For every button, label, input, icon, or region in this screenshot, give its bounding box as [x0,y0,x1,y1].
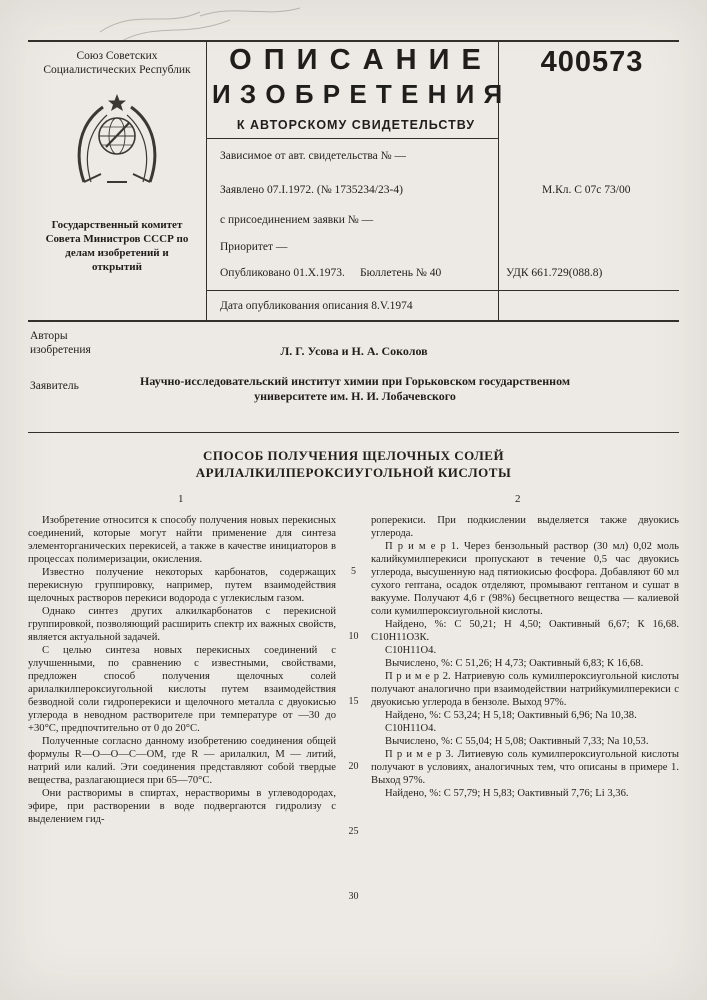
field-publication-date: Дата опубликования описания 8.V.1974 [220,300,413,312]
field-dependent: Зависимое от авт. свидетельства № — [220,150,407,162]
line-number: 15 [348,696,359,707]
paragraph: Найдено, %: С 50,21; Н 4,50; Оактивный 6,67; К 16,68. С10Н11О3К. [371,619,679,643]
paragraph: роперекиси. При подкислении выделяется также двуокись углерода. [371,515,679,539]
paragraph: Найдено, %: С 57,79; Н 5,83; Оактивный 7,76; Li 3,36. [385,788,629,799]
applicant-label: Заявитель [30,380,79,392]
header-divider-left [206,42,207,320]
paragraph: П р и м е р 1. Через бензольный раствор (30 мл) 0,02 моль калийкумилперекиси пропускают в течение 0,5 час двуокись углерода, высушенную над пятиокисью фосфора. Добавляют 60 мл сухого гептана, осадок отделяют, промывают гептаном и сушат в вакууме. Получают 4,6 г (98%) бесцветного вещества — калиевой соли кумилпероксиугольной кислоты. [371,541,679,617]
field-udk: УДК 661.729(088.8) [506,267,603,279]
header-box [28,40,679,322]
patent-number: 400573 [540,46,644,78]
line-number: 20 [348,761,359,772]
line-number-gutter [336,514,371,902]
field-bulletin: Бюллетень № 40 [360,267,442,279]
paragraph: Полученные согласно данному изобретению соединения общей формулы R—О—О—С—ОМ, где R — арилалкил, М — литий, натрий или калий. Эти соединения представляют собой твердые вещества, разлагающиеся при 65—70°С. [28,736,336,786]
invention-title-line1: СПОСОБ ПОЛУЧЕНИЯ ЩЕЛОЧНЫХ СОЛЕЙ [202,448,505,463]
subtitle-underline [206,138,498,139]
union-caption: Союз Советских Социалистических Республик [43,50,191,76]
document-subtitle: К АВТОРСКОМУ СВИДЕТЕЛЬСТВУ [236,118,476,132]
right-column [371,514,679,826]
field-joined: с присоединением заявки № — [220,214,374,226]
fields-divider [206,290,679,291]
authors-label: Авторы изобретения [30,330,91,356]
paragraph: С10Н11О4. [385,645,437,656]
field-priority: Приоритет — [220,241,288,253]
invention-title-line2: АРИЛАЛКИЛПЕРОКСИУГОЛЬНОЙ КИСЛОТЫ [195,465,512,480]
left-column [28,514,336,826]
paragraph: Они растворимы в спиртах, нерастворимы в углеводородах, эфире, при растворении в воде подвергаются гидролизу с выделением гид- [28,788,336,825]
line-number: 10 [348,631,359,642]
paragraph: С целью синтеза новых перекисных соединений с улучшенными, по сравнению с известными, свойствами, предложен способ получения щелочных солей арилалкилпероксиугольной кислоты путем взаимодействия безводной соли гидроперекиси и щелочного металла с двуокисью углерода в неводном растворителе при температуре от —30 до +30°С, предпочтительно от 0 до 20°С. [28,645,336,734]
applicant-name: Научно-исследовательский институт химии при Горьковском государственном университете им. Н. И. Лобачевского [140,374,571,403]
column-2-header: 2 [515,493,521,505]
field-published: Опубликовано 01.X.1973. [220,267,345,279]
ussr-emblem [71,92,163,190]
document-title-line1: О П И С А Н И Е [229,44,483,76]
paragraph: С10Н11О4. [385,723,437,734]
body-columns [28,514,679,902]
author-names: Л. Г. Усова и Н. А. Соколов [280,344,428,358]
paragraph: Найдено, %: С 53,24; Н 5,18; Оактивный 6,96; Na 10,38. [385,710,637,721]
paragraph: Изобретение относится к способу получения новых перекисных соединений, которые могут найти применение для синтеза элементорганических перекисей, а также в качестве инициаторов в процессах полимеризации, окисления. [28,515,336,565]
line-number: 25 [348,826,359,837]
field-declared: Заявлено 07.I.1972. (№ 1735234/23-4) [220,184,403,196]
section-divider [28,432,679,433]
committee-caption: Государственный комитет Совета Министров СССР по делам изобретений и открытий [45,219,189,273]
paragraph: Вычислено, %: С 51,26; Н 4,73; Оактивный 6,83; К 16,68. [385,658,644,669]
paragraph: Известно получение некоторых карбонатов, содержащих перекисную группировку, например, путем взаимодействия щелочных растворов перекиси водорода с углекислым газом. [28,567,336,604]
paragraph: П р и м е р 2. Натриевую соль кумилпероксиугольной кислоты получают аналогично при взаимодействии натрийкумилперекиси с двуокисью углерода в бензоле. Выход 97%. [371,671,679,708]
line-number: 5 [351,566,356,577]
line-number: 30 [348,891,359,902]
paragraph: П р и м е р 3. Литиевую соль кумилпероксиугольной кислоты получают в условиях, аналогичных тем, что описаны в примере 1. Выход 97%. [371,749,679,786]
paragraph: Однако синтез других алкилкарбонатов с перекисной группировкой, позволяющий расширить спектр их важных свойств, является актуальной задачей. [28,606,336,643]
document-title-line2: И З О Б Р Е Т Е Н И Я [212,79,504,109]
column-1-header: 1 [178,493,184,505]
field-mkl-class: М.Кл. С 07с 73/00 [542,184,631,196]
paragraph: Вычислено, %: С 55,04; Н 5,08; Оактивный 7,33; Na 10,53. [385,736,649,747]
